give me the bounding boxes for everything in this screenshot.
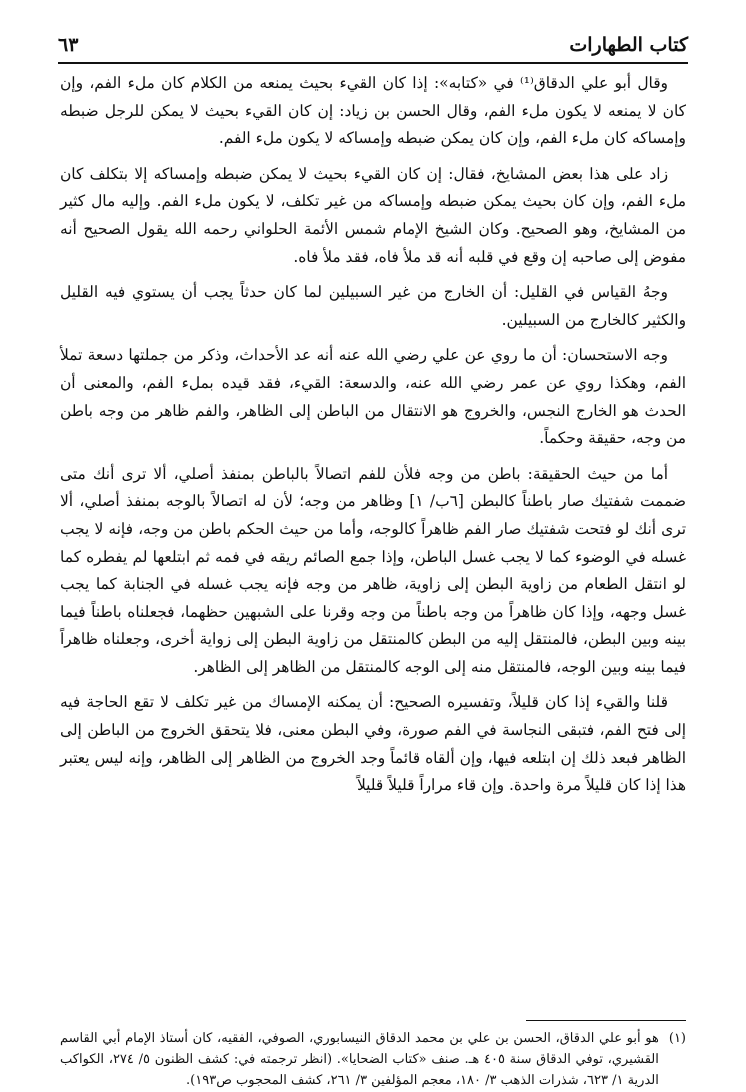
paragraph: زاد على هذا بعض المشايخ، فقال: إن كان القيء بحيث لا يمكن ضبطه وإمساكه إلا بتكلف كان ملء الفم، وإن كان بحيث يمكن ضبطه وإمساكه من غير تكلف، لا يكون ملء الفم. وإليه مال كثير من المشايخ، وهو الصحيح. وكان الشيخ الإمام شمس الأئمة الحلواني رحمه الله يقول الصحيح أنه مفوض إلى صاحبه إن وقع في قلبه أنه قد ملأ فاه، فقد ملأ فاه. bbox=[60, 164, 686, 266]
paragraph: وجهُ القياس في القليل: أن الخارج من غير السبيلين لما كان حدثاً يجب أن يستوي فيه القليل والكثير كالخارج من السبيلين. bbox=[60, 283, 686, 329]
paragraph: وجه الاستحسان: أن ما روي عن علي رضي الله عنه أنه عد الأحداث، وذكر من جملتها دسعة تملأ الفم، وهكذا روي عن عمر رضي الله عنه، والدسعة: القيء، فقد قيده بملء الفم، والمعنى أن الحدث هو الخارج النجس، والخروج هو الانتقال من الباطن إلى الظاهر، والفم ظاهر من وجه باطن من وجه، حقيقة وحكماً. bbox=[60, 346, 686, 448]
main-text bbox=[60, 70, 686, 808]
paragraph: قلنا والقيء إذا كان قليلاً، وتفسيره الصحيح: أن يمكنه الإمساك من غير تكلف لا تقع الحاجة فيه إلى فتح الفم، فتبقى النجاسة في الفم صورة، وفي البطن معنى، فلا يتحقق الخروج من الباطن إلى الظاهر فبعد ذلك إن ابتلعه فيها، وإن ألقاه قائماً وجد الخروج من الظاهر إلى الظاهر، وإنه ليس يعتبر هذا إذا كان قليلاً مرة واحدة. وإن قاء مراراً قليلاً قليلاً bbox=[60, 693, 686, 795]
footnote-number: (١) bbox=[668, 1031, 686, 1046]
footnote-text: هو أبو علي الدقاق، الحسن بن علي بن محمد الدقاق النيسابوري، الصوفي، الفقيه، كان أستاذ الإمام أبي القاسم القشيري، توفي الدقاق سنة ٤٠٥ هـ. صنف «كتاب الضحايا». (انظر ترجمته في: كشف الظنون ٥/ ٢٧٤، الكواكب الدرية ١/ ٦٢٣، شذرات الذهب ٣/ ١٨٠، معجم المؤلفين ٣/ ٢٦١، كشف المحجوب ص١٩٣). bbox=[60, 1031, 659, 1088]
footnote-divider bbox=[526, 1020, 686, 1021]
paragraph: أما من حيث الحقيقة: باطن من وجه فلأن للفم اتصالاً بالباطن بمنفذ أصلي، ألا ترى أنك متى ضممت شفتيك صار باطناً كالبطن [٦ب/ ١] وظاهر من وجه؛ لأن له اتصالاً بالوجه بمنفذ أصلي، ألا ترى أنك لو فتحت شفتيك صار الفم ظاهراً كالوجه، وأما من حيث الحكم باطن من وجه، فإنه لا يجب غسله في الوضوء كما لا يجب غسل الباطن، وإذا جمع الصائم ريقه في فمه ثم ابتلعها لم يفطره كما لو انتقل الطعام من زاوية البطن إلى زاوية، ظاهر من وجه فإنه يجب غسله في الجنابة كما يجب غسل وجهه، وإذا كان ظاهراً من وجه باطناً من وجه وقرنا على الشبهين حظهما، فجعلناه باطناً فيما بينه وبين البطن، فالمنتقل إليه من البطن كالمنتقل من زاوية البطن إلى زواية أخرى، وجعلناه ظاهراً فيما بينه وبين الوجه، فالمنتقل منه إلى الوجه كالمنتقل من الظاهر إلى الظاهر. bbox=[60, 464, 686, 676]
page-header bbox=[58, 22, 688, 64]
page-number: ٦٣ bbox=[58, 34, 79, 56]
paragraph: وقال أبو علي الدقاق⁽¹⁾ في «كتابه»: إذا كان القيء بحيث يمنعه من الكلام كان ملء الفم، وإن كان لا يمنعه لا يكون ملء الفم، وقال الحسن بن زياد: إن كان القيء بحيث لا يمكن للرجل ضبطه وإمساكه كان ملء الفم، وإن كان يمكن ضبطه وإمساكه لا يكون ملء الفم. bbox=[60, 74, 686, 148]
chapter-title: كتاب الطهارات bbox=[569, 34, 688, 56]
footnote bbox=[60, 1028, 686, 1091]
